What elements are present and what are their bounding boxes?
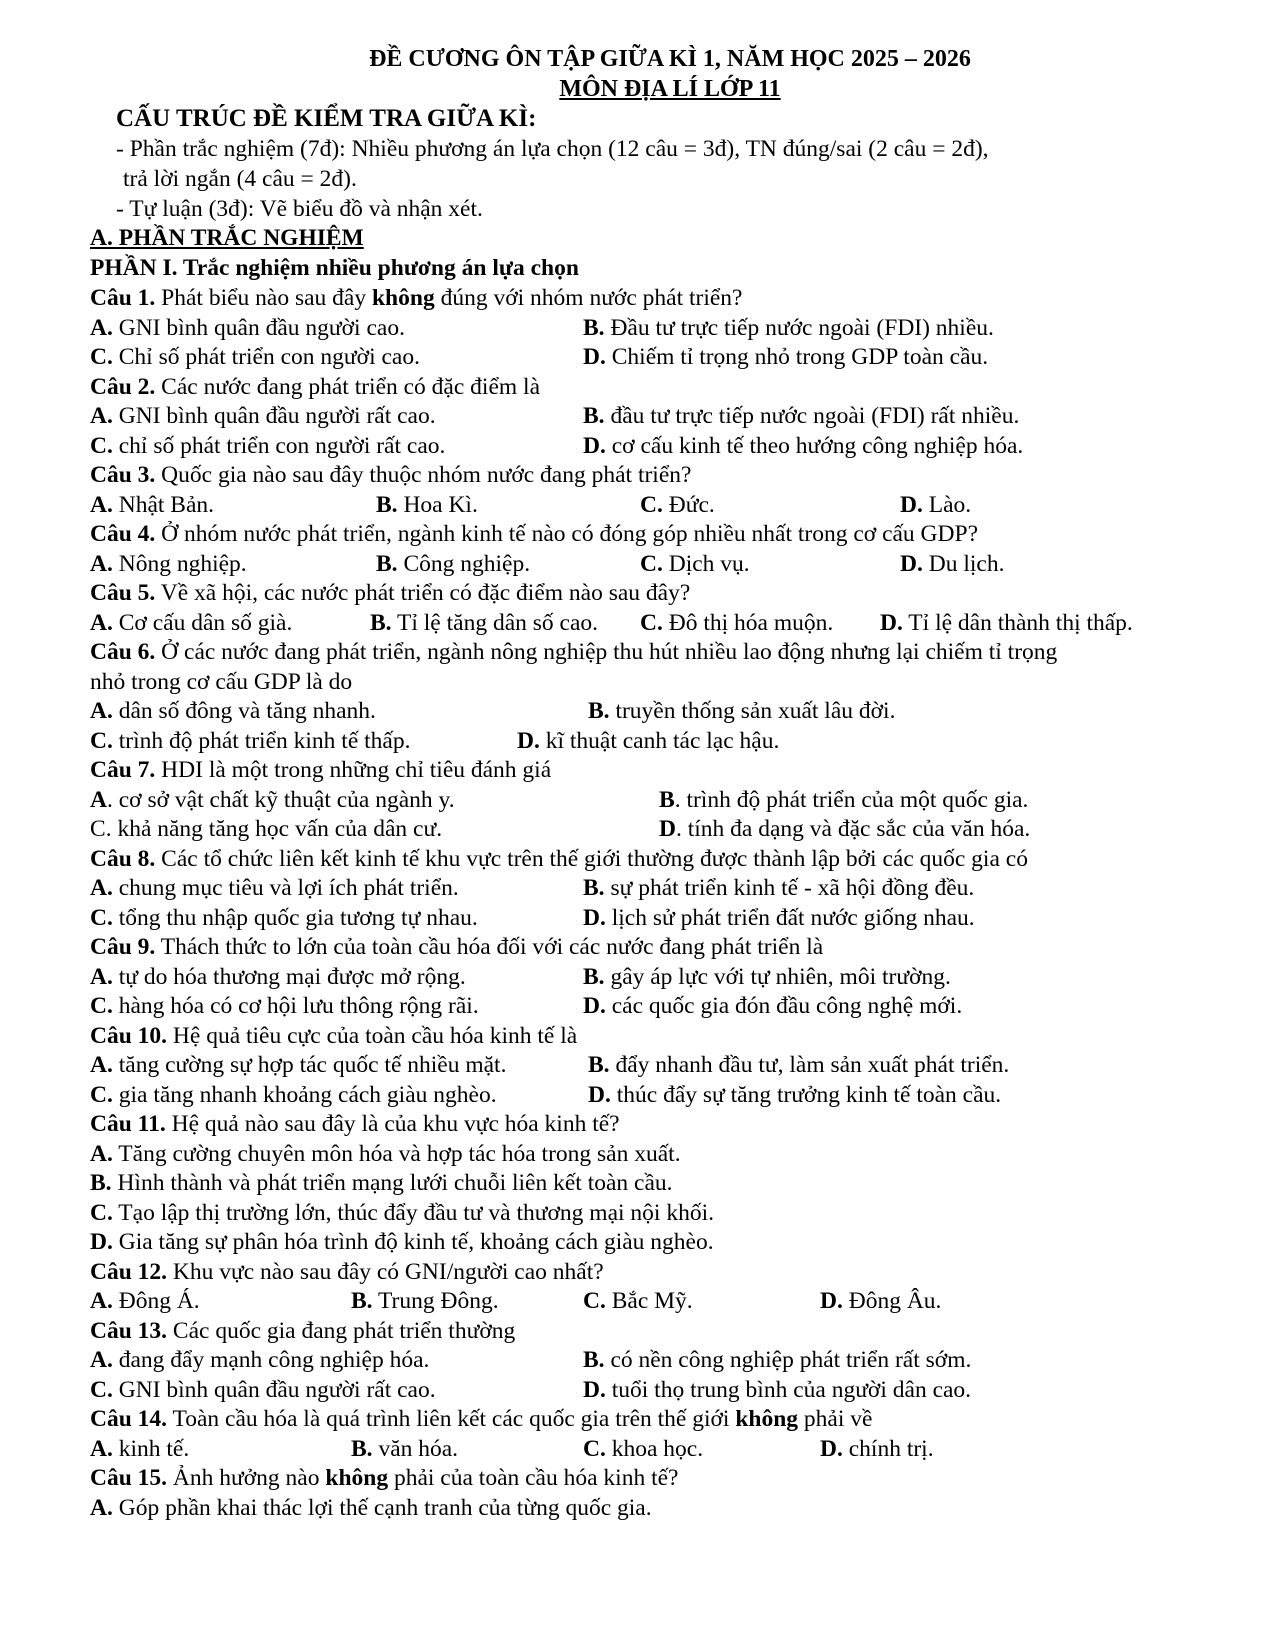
q1-option-a[interactable]: A. GNI bình quân đầu người cao. <box>90 315 405 341</box>
q15-option-a[interactable]: A. Góp phần khai thác lợi thế cạnh tranh của từng quốc gia. <box>90 1495 652 1521</box>
q12-option-b[interactable]: B. Trung Đông. <box>351 1288 499 1314</box>
question-4: Câu 4. Ở nhóm nước phát triển, ngành kinh tế nào có đóng góp nhiều nhất trong cơ cấu GDP? <box>90 521 979 547</box>
q9-option-a[interactable]: A. tự do hóa thương mại được mở rộng. <box>90 964 466 990</box>
question-6-continued: nhỏ trong cơ cấu GDP là do <box>90 669 353 695</box>
structure-line-1: - Phần trắc nghiệm (7đ): Nhiều phương án lựa chọn (12 câu = 3đ), TN đúng/sai (2 câu = 2đ), <box>116 136 989 162</box>
q7-option-c[interactable]: C. khả năng tăng học vấn của dân cư. <box>90 816 443 842</box>
q3-option-c[interactable]: C. Đức. <box>640 492 715 518</box>
q2-option-c[interactable]: C. chỉ số phát triển con người rất cao. <box>90 433 446 459</box>
question-13: Câu 13. Các quốc gia đang phát triển thường <box>90 1318 516 1344</box>
question-14: Câu 14. Toàn cầu hóa là quá trình liên kết các quốc gia trên thế giới không phải về <box>90 1406 873 1432</box>
q9-option-c[interactable]: C. hàng hóa có cơ hội lưu thông rộng rãi. <box>90 993 479 1019</box>
q4-option-d[interactable]: D. Du lịch. <box>900 551 1005 577</box>
q6-option-c[interactable]: C. trình độ phát triển kinh tế thấp. <box>90 728 411 754</box>
q11-option-b[interactable]: B. Hình thành và phát triển mạng lưới chuỗi liên kết toàn cầu. <box>90 1170 673 1196</box>
q4-option-b[interactable]: B. Công nghiệp. <box>376 551 531 577</box>
q10-option-c[interactable]: C. gia tăng nhanh khoảng cách giàu nghèo. <box>90 1082 497 1108</box>
question-9: Câu 9. Thách thức to lớn của toàn cầu hóa đối với các nước đang phát triển là <box>90 934 824 960</box>
q13-option-a[interactable]: A. đang đẩy mạnh công nghiệp hóa. <box>90 1347 430 1373</box>
q12-option-d[interactable]: D. Đông Âu. <box>820 1288 942 1314</box>
q8-option-b[interactable]: B. sự phát triển kinh tế - xã hội đồng đều. <box>583 875 975 901</box>
q13-option-d[interactable]: D. tuổi thọ trung bình của người dân cao. <box>583 1377 972 1403</box>
q10-option-b[interactable]: B. đẩy nhanh đầu tư, làm sản xuất phát triển. <box>588 1052 1010 1078</box>
q12-option-c[interactable]: C. Bắc Mỹ. <box>583 1288 693 1314</box>
q2-option-a[interactable]: A. GNI bình quân đầu người rất cao. <box>90 403 436 429</box>
q8-option-d[interactable]: D. lịch sử phát triển đất nước giống nhau. <box>583 905 975 931</box>
q12-option-a[interactable]: A. Đông Á. <box>90 1288 200 1314</box>
q11-option-a[interactable]: A. Tăng cường chuyên môn hóa và hợp tác hóa trong sản xuất. <box>90 1141 681 1167</box>
q1-option-d[interactable]: D. Chiếm tỉ trọng nhỏ trong GDP toàn cầu. <box>583 344 989 370</box>
q13-option-c[interactable]: C. GNI bình quân đầu người rất cao. <box>90 1377 436 1403</box>
q1-option-c[interactable]: C. Chỉ số phát triển con người cao. <box>90 344 420 370</box>
q8-option-c[interactable]: C. tổng thu nhập quốc gia tương tự nhau. <box>90 905 478 931</box>
q4-option-a[interactable]: A. Nông nghiệp. <box>90 551 247 577</box>
q8-option-a[interactable]: A. chung mục tiêu và lợi ích phát triển. <box>90 875 459 901</box>
subject-title: MÔN ĐỊA LÍ LỚP 11 <box>559 76 781 102</box>
q13-option-b[interactable]: B. có nền công nghiệp phát triển rất sớm. <box>583 1347 972 1373</box>
q1-option-b[interactable]: B. Đầu tư trực tiếp nước ngoài (FDI) nhiều. <box>583 315 994 341</box>
q2-option-b[interactable]: B. đầu tư trực tiếp nước ngoài (FDI) rất nhiều. <box>583 403 1020 429</box>
question-8: Câu 8. Các tổ chức liên kết kinh tế khu vực trên thế giới thường được thành lập bởi các quốc gia có <box>90 846 1028 872</box>
q9-option-d[interactable]: D. các quốc gia đón đầu công nghệ mới. <box>583 993 963 1019</box>
question-7: Câu 7. HDI là một trong những chỉ tiêu đánh giá <box>90 757 552 783</box>
structure-line-3: - Tự luận (3đ): Vẽ biểu đồ và nhận xét. <box>116 196 483 222</box>
question-2: Câu 2. Các nước đang phát triển có đặc điểm là <box>90 374 540 400</box>
document-title: ĐỀ CƯƠNG ÔN TẬP GIỮA KÌ 1, NĂM HỌC 2025 – 2026 <box>369 46 971 72</box>
question-15: Câu 15. Ảnh hưởng nào không phải của toàn cầu hóa kinh tế? <box>90 1465 679 1491</box>
q7-option-b[interactable]: B. trình độ phát triển của một quốc gia. <box>659 787 1029 813</box>
structure-line-2: trả lời ngắn (4 câu = 2đ). <box>123 166 357 192</box>
question-11: Câu 11. Hệ quả nào sau đây là của khu vực hóa kinh tế? <box>90 1111 620 1137</box>
q4-option-c[interactable]: C. Dịch vụ. <box>640 551 750 577</box>
q6-option-a[interactable]: A. dân số đông và tăng nhanh. <box>90 698 376 724</box>
q14-option-b[interactable]: B. văn hóa. <box>351 1436 459 1462</box>
question-12: Câu 12. Khu vực nào sau đây có GNI/người cao nhất? <box>90 1259 604 1285</box>
q6-option-d[interactable]: D. kĩ thuật canh tác lạc hậu. <box>517 728 780 754</box>
q5-option-c[interactable]: C. Đô thị hóa muộn. <box>640 610 834 636</box>
question-5: Câu 5. Về xã hội, các nước phát triển có đặc điểm nào sau đây? <box>90 580 691 606</box>
q3-option-a[interactable]: A. Nhật Bản. <box>90 492 215 518</box>
q5-option-b[interactable]: B. Tỉ lệ tăng dân số cao. <box>370 610 599 636</box>
q14-option-a[interactable]: A. kinh tế. <box>90 1436 190 1462</box>
structure-heading: CẤU TRÚC ĐỀ KIỂM TRA GIỮA KÌ: <box>116 105 537 132</box>
q10-option-d[interactable]: D. thúc đẩy sự tăng trưởng kinh tế toàn cầu. <box>588 1082 1002 1108</box>
q11-option-c[interactable]: C. Tạo lập thị trường lớn, thúc đẩy đầu tư và thương mại nội khối. <box>90 1200 714 1226</box>
part-1-heading: PHẦN I. Trắc nghiệm nhiều phương án lựa chọn <box>90 255 579 281</box>
q11-option-d[interactable]: D. Gia tăng sự phân hóa trình độ kinh tế, khoảng cách giàu nghèo. <box>90 1229 714 1255</box>
q5-option-a[interactable]: A. Cơ cấu dân số già. <box>90 610 293 636</box>
q14-option-d[interactable]: D. chính trị. <box>820 1436 934 1462</box>
question-6: Câu 6. Ở các nước đang phát triển, ngành nông nghiệp thu hút nhiều lao động nhưng lại chiếm tỉ trọng <box>90 639 1058 665</box>
q7-option-a[interactable]: A. cơ sở vật chất kỹ thuật của ngành y. <box>90 787 455 813</box>
question-3: Câu 3. Quốc gia nào sau đây thuộc nhóm nước đang phát triển? <box>90 462 692 488</box>
q3-option-d[interactable]: D. Lào. <box>900 492 972 518</box>
q7-option-d[interactable]: D. tính đa dạng và đặc sắc của văn hóa. <box>659 816 1031 842</box>
q3-option-b[interactable]: B. Hoa Kì. <box>376 492 478 518</box>
q5-option-d[interactable]: D. Tỉ lệ dân thành thị thấp. <box>880 610 1133 636</box>
q2-option-d[interactable]: D. cơ cấu kinh tế theo hướng công nghiệp hóa. <box>583 433 1024 459</box>
q14-option-c[interactable]: C. khoa học. <box>583 1436 704 1462</box>
section-a-heading: A. PHẦN TRẮC NGHIỆM <box>90 225 364 251</box>
question-10: Câu 10. Hệ quả tiêu cực của toàn cầu hóa kinh tế là <box>90 1023 578 1049</box>
q6-option-b[interactable]: B. truyền thống sản xuất lâu đời. <box>588 698 896 724</box>
question-1: Câu 1. Phát biểu nào sau đây không đúng với nhóm nước phát triển? <box>90 285 743 311</box>
q10-option-a[interactable]: A. tăng cường sự hợp tác quốc tế nhiều mặt. <box>90 1052 507 1078</box>
q9-option-b[interactable]: B. gây áp lực với tự nhiên, môi trường. <box>583 964 951 990</box>
